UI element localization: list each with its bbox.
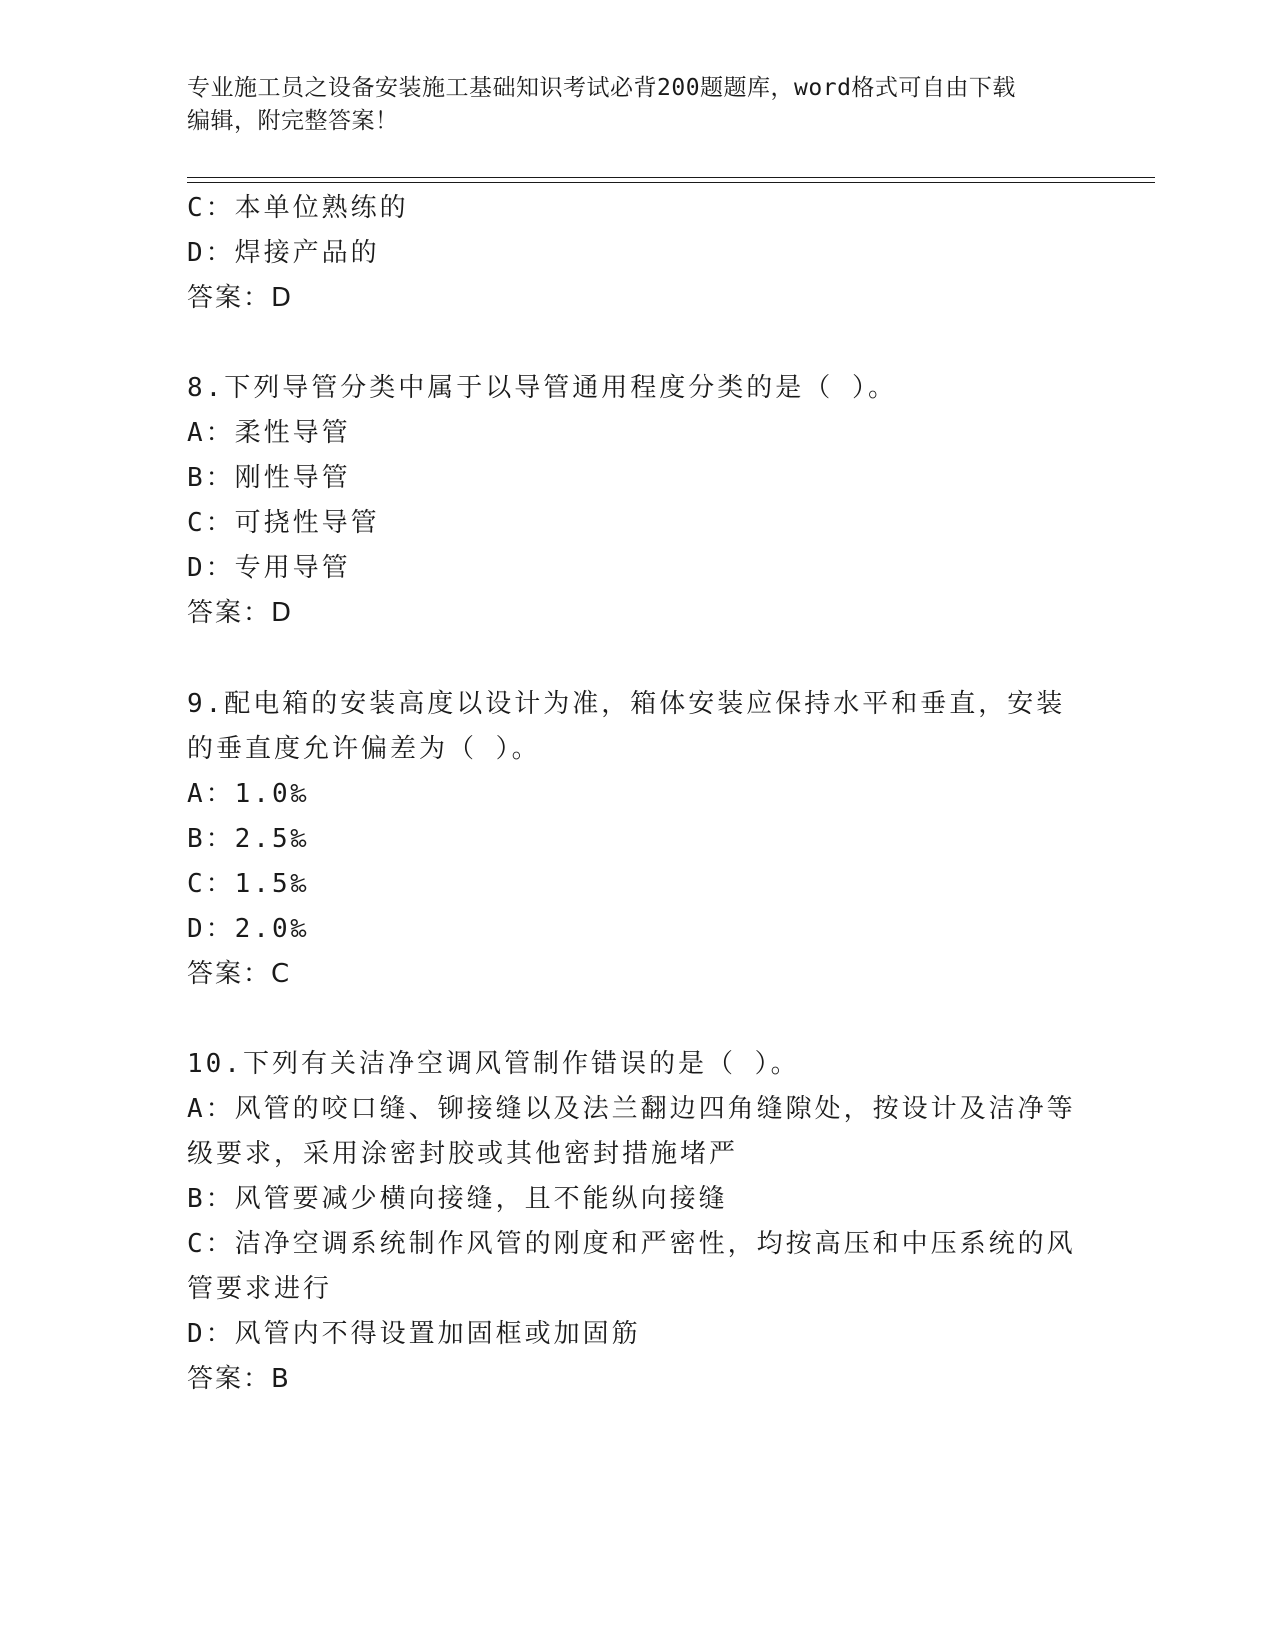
q7-option-d: D：焊接产品的 <box>187 238 380 268</box>
q8-answer: 答案：D <box>187 598 294 628</box>
header-divider-top <box>187 177 1155 178</box>
header-divider-bottom <box>187 182 1155 183</box>
page-header <box>187 72 1087 138</box>
q9-stem-line-1: 9.配电箱的安装高度以设计为准，箱体安装应保持水平和垂直，安装 <box>187 689 1066 719</box>
q9-option-b: B：2.5‰ <box>187 824 310 854</box>
q8-stem: 8.下列导管分类中属于以导管通用程度分类的是（ ）。 <box>187 373 897 403</box>
q8-option-b: B：刚性导管 <box>187 463 351 493</box>
q9-option-a: A：1.0‰ <box>187 779 310 809</box>
q9-option-d: D：2.0‰ <box>187 914 310 944</box>
q7-answer: 答案：D <box>187 283 294 313</box>
q8-option-a: A：柔性导管 <box>187 418 351 448</box>
q10-option-b: B：风管要减少横向接缝，且不能纵向接缝 <box>187 1184 728 1214</box>
header-line-2: 编辑，附完整答案！ <box>187 108 399 134</box>
q9-stem-line-2: 的垂直度允许偏差为（ ）。 <box>187 734 541 764</box>
q9-answer: 答案：C <box>187 959 292 989</box>
q10-stem: 10.下列有关洁净空调风管制作错误的是（ ）。 <box>187 1049 800 1079</box>
q10-answer: 答案：B <box>187 1364 291 1394</box>
q10-option-a-line-1: A：风管的咬口缝、铆接缝以及法兰翻边四角缝隙处，按设计及洁净等 <box>187 1094 1076 1124</box>
q8-option-c: C：可挠性导管 <box>187 508 380 538</box>
q8-option-d: D：专用导管 <box>187 553 351 583</box>
q7-option-c: C：本单位熟练的 <box>187 193 409 223</box>
q10-option-d: D：风管内不得设置加固框或加固筋 <box>187 1319 641 1349</box>
q10-option-c-line-2: 管要求进行 <box>187 1274 333 1304</box>
q9-option-c: C：1.5‰ <box>187 869 310 899</box>
header-line-1: 专业施工员之设备安装施工基础知识考试必背200题题库，word格式可自由下载 <box>187 75 1016 101</box>
q10-option-a-line-2: 级要求，采用涂密封胶或其他密封措施堵严 <box>187 1139 739 1169</box>
q10-option-c-line-1: C：洁净空调系统制作风管的刚度和严密性，均按高压和中压系统的风 <box>187 1229 1076 1259</box>
